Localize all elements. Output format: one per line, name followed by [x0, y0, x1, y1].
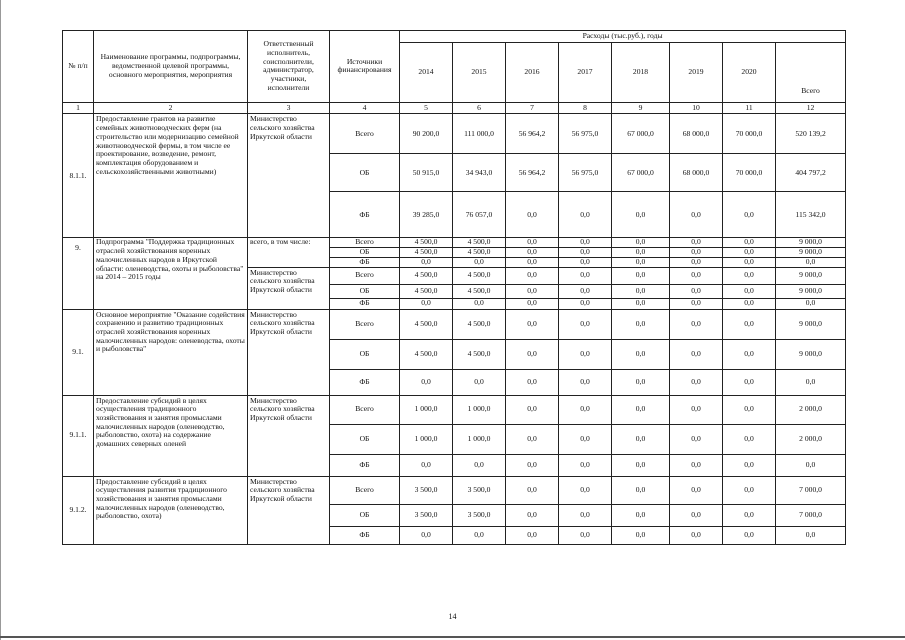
cell-value: 0,0: [612, 395, 670, 424]
header-responsible: Ответственный исполнитель, соисполнители, администратор, участники, исполнители: [248, 31, 330, 103]
cell-value: 0,0: [612, 267, 670, 284]
row-name: Предоставление субсидий в целях осуществления развития традиционного хозяйствования и занятия промыслами малочисленных народов (оленеводство, рыболовство, охота): [94, 476, 248, 544]
row-name: Основное мероприятие "Оказание содействия сохранению и развитию традиционных отраслей хозяйствования коренных малочисленных народов: оленеводства, охоты и рыболовства": [94, 309, 248, 395]
cell-value: 4 500,0: [453, 267, 506, 284]
cell-value: 0,0: [400, 298, 453, 309]
row-source: Всего: [330, 267, 400, 284]
row-source: ОБ: [330, 504, 400, 526]
cell-value: 0,0: [506, 192, 559, 238]
cell-value: 0,0: [670, 395, 723, 424]
cell-value: 0,0: [670, 257, 723, 267]
cell-value: 0,0: [400, 526, 453, 544]
row-source: ОБ: [330, 248, 400, 258]
cell-value: 0,0: [612, 284, 670, 298]
row-source: ОБ: [330, 154, 400, 192]
cell-value: 67 000,0: [612, 154, 670, 192]
header-year: 2015: [453, 42, 506, 102]
header-year: 2018: [612, 42, 670, 102]
row-index: 9.1.1.: [63, 395, 94, 476]
cell-value: 0,0: [723, 267, 776, 284]
cell-value: 0,0: [612, 526, 670, 544]
cell-value: 0,0: [612, 454, 670, 476]
cell-value: 2 000,0: [776, 424, 846, 454]
cell-value: 9 000,0: [776, 248, 846, 258]
cell-value: 0,0: [776, 454, 846, 476]
row-source: Всего: [330, 114, 400, 154]
cell-value: 0,0: [506, 248, 559, 258]
cell-value: 76 057,0: [453, 192, 506, 238]
cell-value: 1 000,0: [400, 424, 453, 454]
row-responsible: Министерство сельского хозяйства Иркутской области: [248, 395, 330, 476]
cell-value: 3 500,0: [400, 504, 453, 526]
cell-value: 9 000,0: [776, 267, 846, 284]
cell-value: 404 797,2: [776, 154, 846, 192]
row-source: ФБ: [330, 526, 400, 544]
row-index: 9.: [63, 238, 94, 309]
cell-value: 0,0: [559, 504, 612, 526]
cell-value: 0,0: [559, 526, 612, 544]
column-number: 1: [63, 102, 94, 114]
cell-value: 68 000,0: [670, 154, 723, 192]
cell-value: 90 200,0: [400, 114, 453, 154]
cell-value: 520 139,2: [776, 114, 846, 154]
cell-value: 0,0: [776, 257, 846, 267]
cell-value: 4 500,0: [453, 339, 506, 369]
column-number: 12: [776, 102, 846, 114]
row-source: ФБ: [330, 257, 400, 267]
cell-value: 0,0: [559, 454, 612, 476]
column-number: 10: [670, 102, 723, 114]
header-year: 2016: [506, 42, 559, 102]
cell-value: 0,0: [400, 454, 453, 476]
cell-value: 0,0: [506, 424, 559, 454]
cell-value: 0,0: [670, 298, 723, 309]
cell-value: 0,0: [723, 257, 776, 267]
row-name: Предоставление грантов на развитие семейных животноводческих ферм (на строительство или модернизацию семейной животноводческой фермы, в том числе ее проектирование, возведение, ремонт, комплектация оборудованием и сельскохозяйственными животными): [94, 114, 248, 238]
row-responsible: Министерство сельского хозяйства Иркутской области: [248, 267, 330, 309]
cell-value: 0,0: [723, 369, 776, 395]
cell-value: 0,0: [670, 284, 723, 298]
cell-value: 0,0: [612, 339, 670, 369]
cell-value: 0,0: [670, 238, 723, 248]
cell-value: 0,0: [559, 257, 612, 267]
row-source: Всего: [330, 309, 400, 339]
cell-value: 0,0: [559, 309, 612, 339]
cell-value: 0,0: [670, 526, 723, 544]
cell-value: 0,0: [506, 238, 559, 248]
cell-value: 67 000,0: [612, 114, 670, 154]
row-index: 9.1.: [63, 309, 94, 395]
cell-value: 4 500,0: [400, 238, 453, 248]
cell-value: 0,0: [506, 309, 559, 339]
cell-value: 0,0: [723, 339, 776, 369]
cell-value: 1 000,0: [400, 395, 453, 424]
page-number: 14: [448, 612, 457, 621]
cell-value: 111 000,0: [453, 114, 506, 154]
cell-value: 68 000,0: [670, 114, 723, 154]
header-name: Наименование программы, подпрограммы, ведомственной целевой программы, основного мероприятия, мероприятия: [94, 31, 248, 103]
column-number: 2: [94, 102, 248, 114]
cell-value: 70 000,0: [723, 114, 776, 154]
cell-value: 0,0: [723, 476, 776, 504]
cell-value: 0,0: [559, 267, 612, 284]
cell-value: 0,0: [612, 238, 670, 248]
cell-value: 0,0: [400, 369, 453, 395]
cell-value: 0,0: [559, 339, 612, 369]
cell-value: 0,0: [612, 476, 670, 504]
table-row: [63, 238, 846, 248]
cell-value: 3 500,0: [453, 476, 506, 504]
cell-value: 0,0: [612, 424, 670, 454]
row-responsible-all: всего, в том числе:: [248, 238, 330, 267]
cell-value: 0,0: [506, 369, 559, 395]
row-source: ОБ: [330, 424, 400, 454]
column-number: 3: [248, 102, 330, 114]
cell-value: 2 000,0: [776, 395, 846, 424]
column-number: 9: [612, 102, 670, 114]
cell-value: 0,0: [670, 339, 723, 369]
cell-value: 9 000,0: [776, 309, 846, 339]
cell-value: 0,0: [559, 298, 612, 309]
column-number: 8: [559, 102, 612, 114]
cell-value: 0,0: [559, 284, 612, 298]
cell-value: 4 500,0: [400, 267, 453, 284]
cell-value: 0,0: [559, 476, 612, 504]
header-expenses: Расходы (тыс.руб.), годы: [400, 31, 846, 43]
cell-value: 4 500,0: [400, 309, 453, 339]
cell-value: 0,0: [670, 504, 723, 526]
cell-value: 9 000,0: [776, 339, 846, 369]
cell-value: 56 964,2: [506, 154, 559, 192]
cell-value: 4 500,0: [400, 248, 453, 258]
table-row: [63, 476, 846, 504]
cell-value: 0,0: [612, 192, 670, 238]
cell-value: 0,0: [559, 192, 612, 238]
column-number: 11: [723, 102, 776, 114]
table-row: [63, 395, 846, 424]
cell-value: 0,0: [723, 238, 776, 248]
header-year: 2014: [400, 42, 453, 102]
cell-value: 0,0: [776, 526, 846, 544]
cell-value: 0,0: [506, 476, 559, 504]
header-year: 2020: [723, 42, 776, 102]
cell-value: 0,0: [723, 309, 776, 339]
cell-value: 56 964,2: [506, 114, 559, 154]
row-source: ОБ: [330, 284, 400, 298]
cell-value: 0,0: [670, 454, 723, 476]
cell-value: 34 943,0: [453, 154, 506, 192]
row-source: ФБ: [330, 192, 400, 238]
header-year: 2017: [559, 42, 612, 102]
cell-value: 0,0: [506, 454, 559, 476]
cell-value: 0,0: [453, 454, 506, 476]
cell-value: 115 342,0: [776, 192, 846, 238]
cell-value: 4 500,0: [453, 309, 506, 339]
cell-value: 0,0: [670, 248, 723, 258]
row-source: ФБ: [330, 369, 400, 395]
cell-value: 0,0: [723, 504, 776, 526]
cell-value: 0,0: [723, 192, 776, 238]
cell-value: 0,0: [670, 267, 723, 284]
row-index: 8.1.1.: [63, 114, 94, 238]
cell-value: 0,0: [559, 395, 612, 424]
table-row: [63, 309, 846, 339]
cell-value: 0,0: [776, 298, 846, 309]
cell-value: 0,0: [506, 284, 559, 298]
column-number: 6: [453, 102, 506, 114]
cell-value: 0,0: [612, 248, 670, 258]
cell-value: 0,0: [612, 369, 670, 395]
row-source: ФБ: [330, 454, 400, 476]
cell-value: 0,0: [670, 192, 723, 238]
column-number: 4: [330, 102, 400, 114]
cell-value: 0,0: [400, 257, 453, 267]
cell-value: 0,0: [506, 257, 559, 267]
cell-value: 0,0: [670, 424, 723, 454]
cell-value: 0,0: [723, 298, 776, 309]
row-index: 9.1.2.: [63, 476, 94, 544]
cell-value: 3 500,0: [400, 476, 453, 504]
cell-value: 0,0: [723, 424, 776, 454]
cell-value: 0,0: [723, 284, 776, 298]
header-num: № п/п: [63, 31, 94, 103]
cell-value: 0,0: [612, 257, 670, 267]
row-responsible: Министерство сельского хозяйства Иркутской области: [248, 309, 330, 395]
cell-value: 7 000,0: [776, 476, 846, 504]
header-total: Всего: [776, 42, 846, 102]
cell-value: 0,0: [670, 309, 723, 339]
cell-value: 0,0: [453, 257, 506, 267]
cell-value: 0,0: [559, 248, 612, 258]
cell-value: 0,0: [670, 369, 723, 395]
cell-value: 4 500,0: [453, 284, 506, 298]
column-numbers-row: [63, 102, 846, 114]
cell-value: 70 000,0: [723, 154, 776, 192]
column-number: 7: [506, 102, 559, 114]
cell-value: 0,0: [453, 526, 506, 544]
cell-value: 0,0: [453, 298, 506, 309]
cell-value: 7 000,0: [776, 504, 846, 526]
row-source: ФБ: [330, 298, 400, 309]
row-source: Всего: [330, 395, 400, 424]
row-source: Всего: [330, 476, 400, 504]
cell-value: 0,0: [612, 309, 670, 339]
cell-value: 0,0: [559, 238, 612, 248]
cell-value: 4 500,0: [453, 238, 506, 248]
row-name: Подпрограмма "Поддержка традиционных отраслей хозяйствования коренных малочисленных народов в Иркутской области: оленеводства, охоты и рыболовства" на 2014 – 2015 годы: [94, 238, 248, 309]
cell-value: 3 500,0: [453, 504, 506, 526]
cell-value: 0,0: [506, 267, 559, 284]
header-year: 2019: [670, 42, 723, 102]
row-name: Предоставление субсидий в целях осуществления традиционного хозяйствования и занятия промыслами малочисленных народов (оленеводство, рыболовство, охота) на содержание домашних северных оленей: [94, 395, 248, 476]
page-bottom-edge: [0, 636, 905, 638]
cell-value: 0,0: [670, 476, 723, 504]
row-responsible: Министерство сельского хозяйства Иркутской области: [248, 476, 330, 544]
cell-value: 1 000,0: [453, 395, 506, 424]
cell-value: 0,0: [723, 395, 776, 424]
expenses-table: [62, 30, 846, 545]
cell-value: 0,0: [506, 298, 559, 309]
page-edge-line: [0, 0, 1, 640]
table-row: [63, 114, 846, 154]
row-source: ОБ: [330, 339, 400, 369]
cell-value: 1 000,0: [453, 424, 506, 454]
row-source: Всего: [330, 238, 400, 248]
cell-value: 0,0: [776, 369, 846, 395]
cell-value: 0,0: [612, 298, 670, 309]
cell-value: 4 500,0: [400, 284, 453, 298]
cell-value: 0,0: [506, 526, 559, 544]
row-responsible: Министерство сельского хозяйства Иркутской области: [248, 114, 330, 238]
cell-value: 0,0: [506, 504, 559, 526]
cell-value: 0,0: [559, 424, 612, 454]
cell-value: 4 500,0: [453, 248, 506, 258]
column-number: 5: [400, 102, 453, 114]
header-source: Источники финансирования: [330, 31, 400, 103]
cell-value: 9 000,0: [776, 284, 846, 298]
cell-value: 50 915,0: [400, 154, 453, 192]
cell-value: 4 500,0: [400, 339, 453, 369]
cell-value: 0,0: [559, 369, 612, 395]
cell-value: 0,0: [506, 395, 559, 424]
cell-value: 39 285,0: [400, 192, 453, 238]
cell-value: 0,0: [723, 454, 776, 476]
cell-value: 0,0: [723, 526, 776, 544]
cell-value: 9 000,0: [776, 238, 846, 248]
cell-value: 0,0: [612, 504, 670, 526]
cell-value: 0,0: [723, 248, 776, 258]
cell-value: 56 975,0: [559, 154, 612, 192]
cell-value: 0,0: [506, 339, 559, 369]
cell-value: 0,0: [453, 369, 506, 395]
cell-value: 56 975,0: [559, 114, 612, 154]
